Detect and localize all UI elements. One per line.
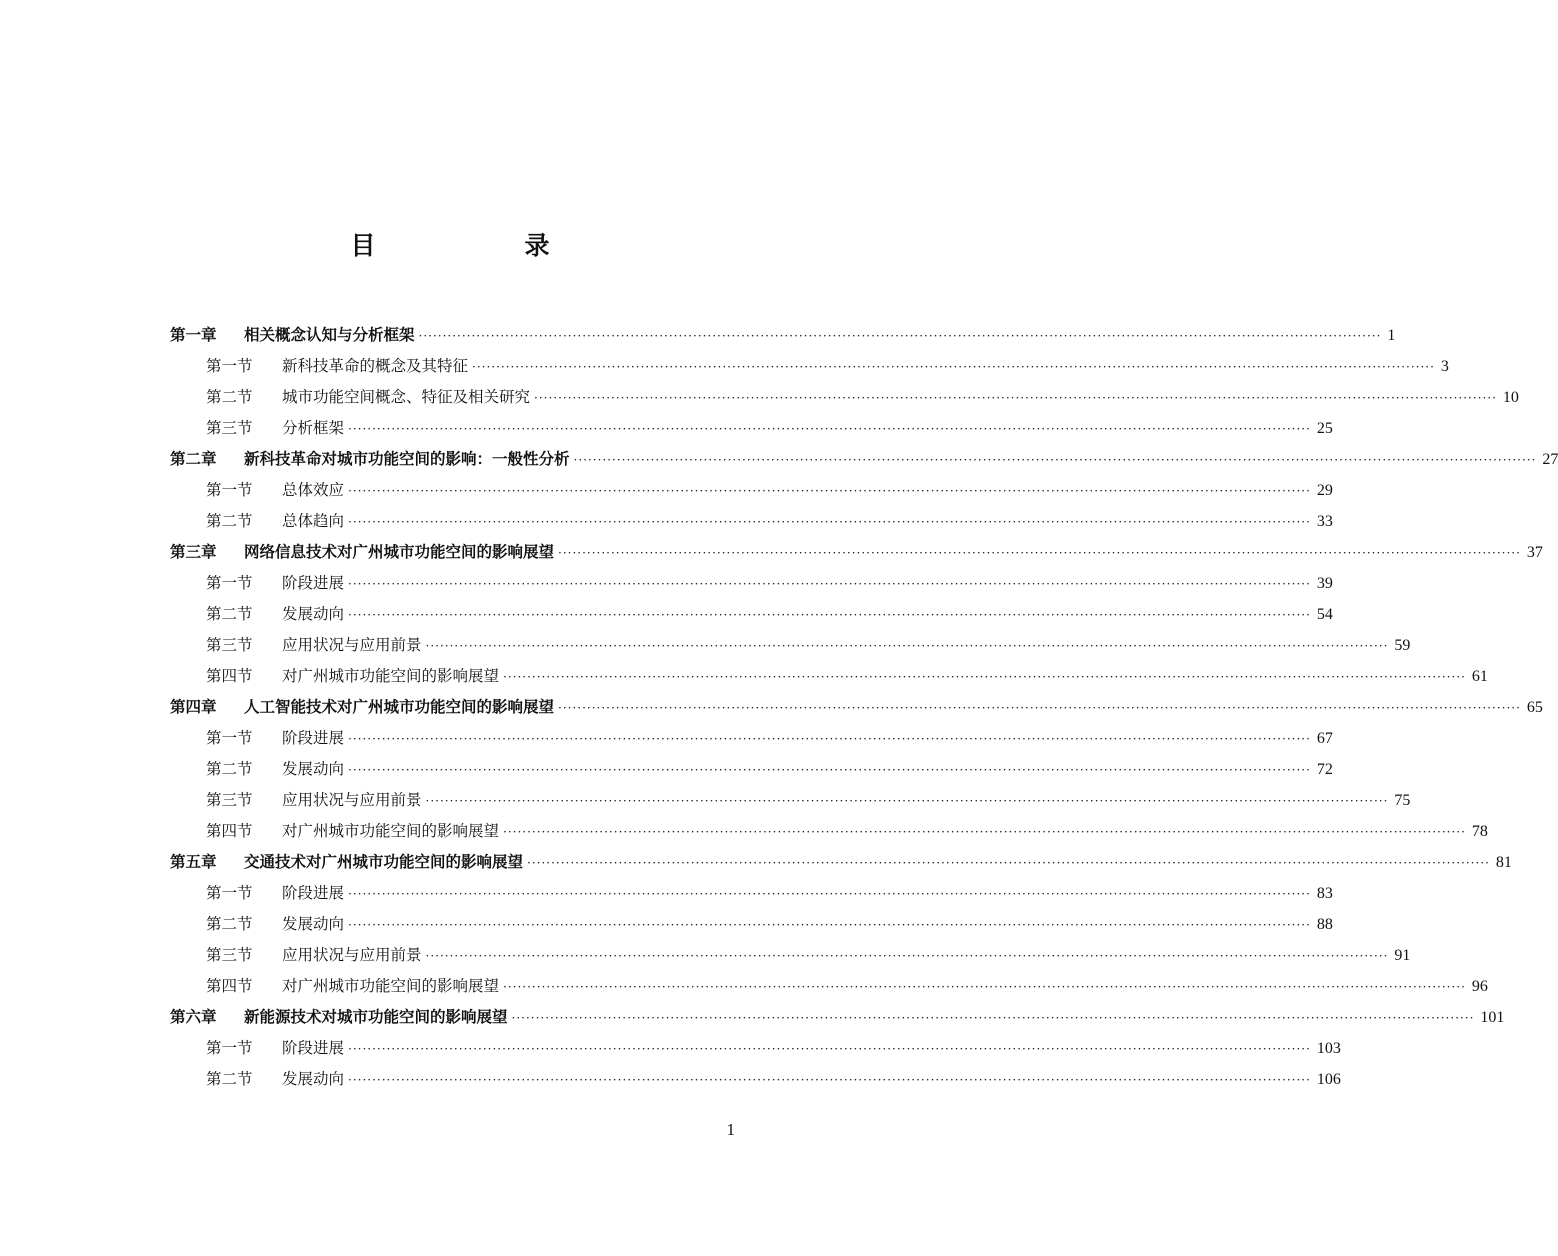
toc-chapter-entry[interactable] <box>170 1002 1505 1033</box>
entry-page-number: 54 <box>1316 606 1333 623</box>
toc-chapter-entry[interactable] <box>170 692 1543 723</box>
dot-leader: ········································································································································································································ <box>348 732 1311 746</box>
dot-leader: ········································································································································································································ <box>348 887 1311 901</box>
dot-leader: ········································································································································································································ <box>503 980 1466 994</box>
section-title: 发展动向 <box>282 915 345 933</box>
toc-chapter-entry[interactable] <box>170 444 1558 475</box>
section-label: 第三节 <box>206 636 253 654</box>
section-label: 第四节 <box>206 977 253 995</box>
toc-section-entry[interactable] <box>170 630 1411 661</box>
toc-section-entry[interactable] <box>170 723 1333 754</box>
section-title: 城市功能空间概念、特征及相关研究 <box>282 388 531 406</box>
chapter-label: 第四章 <box>170 698 217 716</box>
section-title: 对广州城市功能空间的影响展望 <box>282 977 500 995</box>
entry-page-number: 61 <box>1471 668 1488 685</box>
section-title: 阶段进展 <box>282 1039 345 1057</box>
page-title: 目 录 <box>350 231 612 260</box>
dot-leader: ········································································································································································································ <box>348 577 1311 591</box>
dot-leader: ········································································································································································································ <box>418 329 1382 343</box>
section-label: 第三节 <box>206 419 253 437</box>
toc-section-entry[interactable] <box>170 475 1333 506</box>
section-title: 发展动向 <box>282 605 345 623</box>
toc-section-entry[interactable] <box>170 816 1488 847</box>
section-title: 阶段进展 <box>282 729 345 747</box>
dot-leader: ········································································································································································································ <box>503 825 1466 839</box>
dot-leader: ········································································································································································································ <box>573 453 1537 467</box>
section-title: 阶段进展 <box>282 884 345 902</box>
section-title: 新科技革命的概念及其特征 <box>282 357 469 375</box>
entry-page-number: 72 <box>1316 761 1333 778</box>
entry-page-number: 3 <box>1440 358 1449 375</box>
chapter-title: 相关概念认知与分析框架 <box>244 326 415 344</box>
section-label: 第二节 <box>206 605 253 623</box>
toc-section-entry[interactable] <box>170 599 1333 630</box>
entry-page-number: 88 <box>1316 916 1333 933</box>
entry-page-number: 65 <box>1526 699 1543 716</box>
chapter-title: 新科技革命对城市功能空间的影响：一般性分析 <box>244 450 570 468</box>
section-label: 第四节 <box>206 822 253 840</box>
chapter-label: 第二章 <box>170 450 217 468</box>
section-title: 总体趋向 <box>282 512 345 530</box>
table-of-contents <box>170 320 1558 1095</box>
toc-section-entry[interactable] <box>170 568 1333 599</box>
dot-leader: ········································································································································································································ <box>348 1042 1311 1056</box>
entry-page-number: 1 <box>1387 327 1396 344</box>
entry-page-number: 96 <box>1471 978 1488 995</box>
section-title: 总体效应 <box>282 481 345 499</box>
section-title: 应用状况与应用前景 <box>282 946 422 964</box>
chapter-title: 人工智能技术对广州城市功能空间的影响展望 <box>244 698 555 716</box>
dot-leader: ········································································································································································································ <box>348 608 1311 622</box>
section-label: 第二节 <box>206 512 253 530</box>
entry-page-number: 59 <box>1394 637 1411 654</box>
section-title: 分析框架 <box>282 419 345 437</box>
section-title: 对广州城市功能空间的影响展望 <box>282 667 500 685</box>
entry-page-number: 83 <box>1316 885 1333 902</box>
entry-page-number: 37 <box>1526 544 1543 561</box>
toc-section-entry[interactable] <box>170 971 1488 1002</box>
section-title: 应用状况与应用前景 <box>282 791 422 809</box>
section-label: 第二节 <box>206 915 253 933</box>
toc-section-entry[interactable] <box>170 413 1333 444</box>
toc-section-entry[interactable] <box>170 878 1333 909</box>
toc-section-entry[interactable] <box>170 754 1333 785</box>
page-number: 1 <box>726 1120 735 1139</box>
section-label: 第二节 <box>206 388 253 406</box>
toc-chapter-entry[interactable] <box>170 537 1543 568</box>
section-title: 发展动向 <box>282 760 345 778</box>
chapter-title: 新能源技术对城市功能空间的影响展望 <box>244 1008 508 1026</box>
entry-page-number: 67 <box>1316 730 1333 747</box>
dot-leader: ········································································································································································································ <box>348 1073 1311 1087</box>
dot-leader: ········································································································································································································ <box>348 918 1311 932</box>
chapter-label: 第六章 <box>170 1008 217 1026</box>
entry-page-number: 75 <box>1394 792 1411 809</box>
chapter-label: 第五章 <box>170 853 217 871</box>
toc-section-entry[interactable] <box>170 785 1411 816</box>
section-title: 发展动向 <box>282 1070 345 1088</box>
entry-page-number: 81 <box>1495 854 1512 871</box>
dot-leader: ········································································································································································································ <box>503 670 1466 684</box>
toc-section-entry[interactable] <box>170 382 1519 413</box>
dot-leader: ········································································································································································································ <box>348 484 1311 498</box>
entry-page-number: 106 <box>1316 1071 1341 1088</box>
dot-leader: ········································································································································································································ <box>511 1011 1475 1025</box>
dot-leader: ········································································································································································································ <box>425 794 1389 808</box>
entry-page-number: 25 <box>1316 420 1333 437</box>
section-label: 第一节 <box>206 481 253 499</box>
dot-leader: ········································································································································································································ <box>425 949 1389 963</box>
section-label: 第四节 <box>206 667 253 685</box>
section-label: 第二节 <box>206 1070 253 1088</box>
dot-leader: ········································································································································································································ <box>425 639 1389 653</box>
entry-page-number: 33 <box>1316 513 1333 530</box>
toc-section-entry[interactable] <box>170 661 1488 692</box>
entry-page-number: 103 <box>1316 1040 1341 1057</box>
entry-page-number: 10 <box>1502 389 1519 406</box>
section-label: 第一节 <box>206 357 253 375</box>
toc-section-entry[interactable] <box>170 1064 1341 1095</box>
dot-leader: ········································································································································································································ <box>558 546 1521 560</box>
section-label: 第二节 <box>206 760 253 778</box>
section-label: 第一节 <box>206 1039 253 1057</box>
toc-section-entry[interactable] <box>170 940 1411 971</box>
dot-leader: ········································································································································································································ <box>558 701 1521 715</box>
chapter-title: 交通技术对广州城市功能空间的影响展望 <box>244 853 524 871</box>
toc-section-entry[interactable] <box>170 1033 1341 1064</box>
section-title: 对广州城市功能空间的影响展望 <box>282 822 500 840</box>
entry-page-number: 27 <box>1542 451 1558 468</box>
section-title: 应用状况与应用前景 <box>282 636 422 654</box>
entry-page-number: 91 <box>1394 947 1411 964</box>
entry-page-number: 101 <box>1480 1009 1505 1026</box>
dot-leader: ········································································································································································································ <box>527 856 1490 870</box>
toc-section-entry[interactable] <box>170 351 1449 382</box>
dot-leader: ········································································································································································································ <box>348 763 1311 777</box>
section-label: 第三节 <box>206 791 253 809</box>
dot-leader: ········································································································································································································ <box>472 360 1435 374</box>
toc-chapter-entry[interactable] <box>170 320 1396 351</box>
section-label: 第一节 <box>206 574 253 592</box>
section-title: 阶段进展 <box>282 574 345 592</box>
chapter-title: 网络信息技术对广州城市功能空间的影响展望 <box>244 543 555 561</box>
section-label: 第一节 <box>206 884 253 902</box>
dot-leader: ········································································································································································································ <box>348 422 1311 436</box>
chapter-label: 第一章 <box>170 326 217 344</box>
dot-leader: ········································································································································································································ <box>348 515 1311 529</box>
entry-page-number: 29 <box>1316 482 1333 499</box>
entry-page-number: 39 <box>1316 575 1333 592</box>
toc-section-entry[interactable] <box>170 909 1333 940</box>
toc-section-entry[interactable] <box>170 506 1333 537</box>
dot-leader: ········································································································································································································ <box>534 391 1497 405</box>
section-label: 第三节 <box>206 946 253 964</box>
toc-chapter-entry[interactable] <box>170 847 1512 878</box>
entry-page-number: 78 <box>1471 823 1488 840</box>
chapter-label: 第三章 <box>170 543 217 561</box>
section-label: 第一节 <box>206 729 253 747</box>
